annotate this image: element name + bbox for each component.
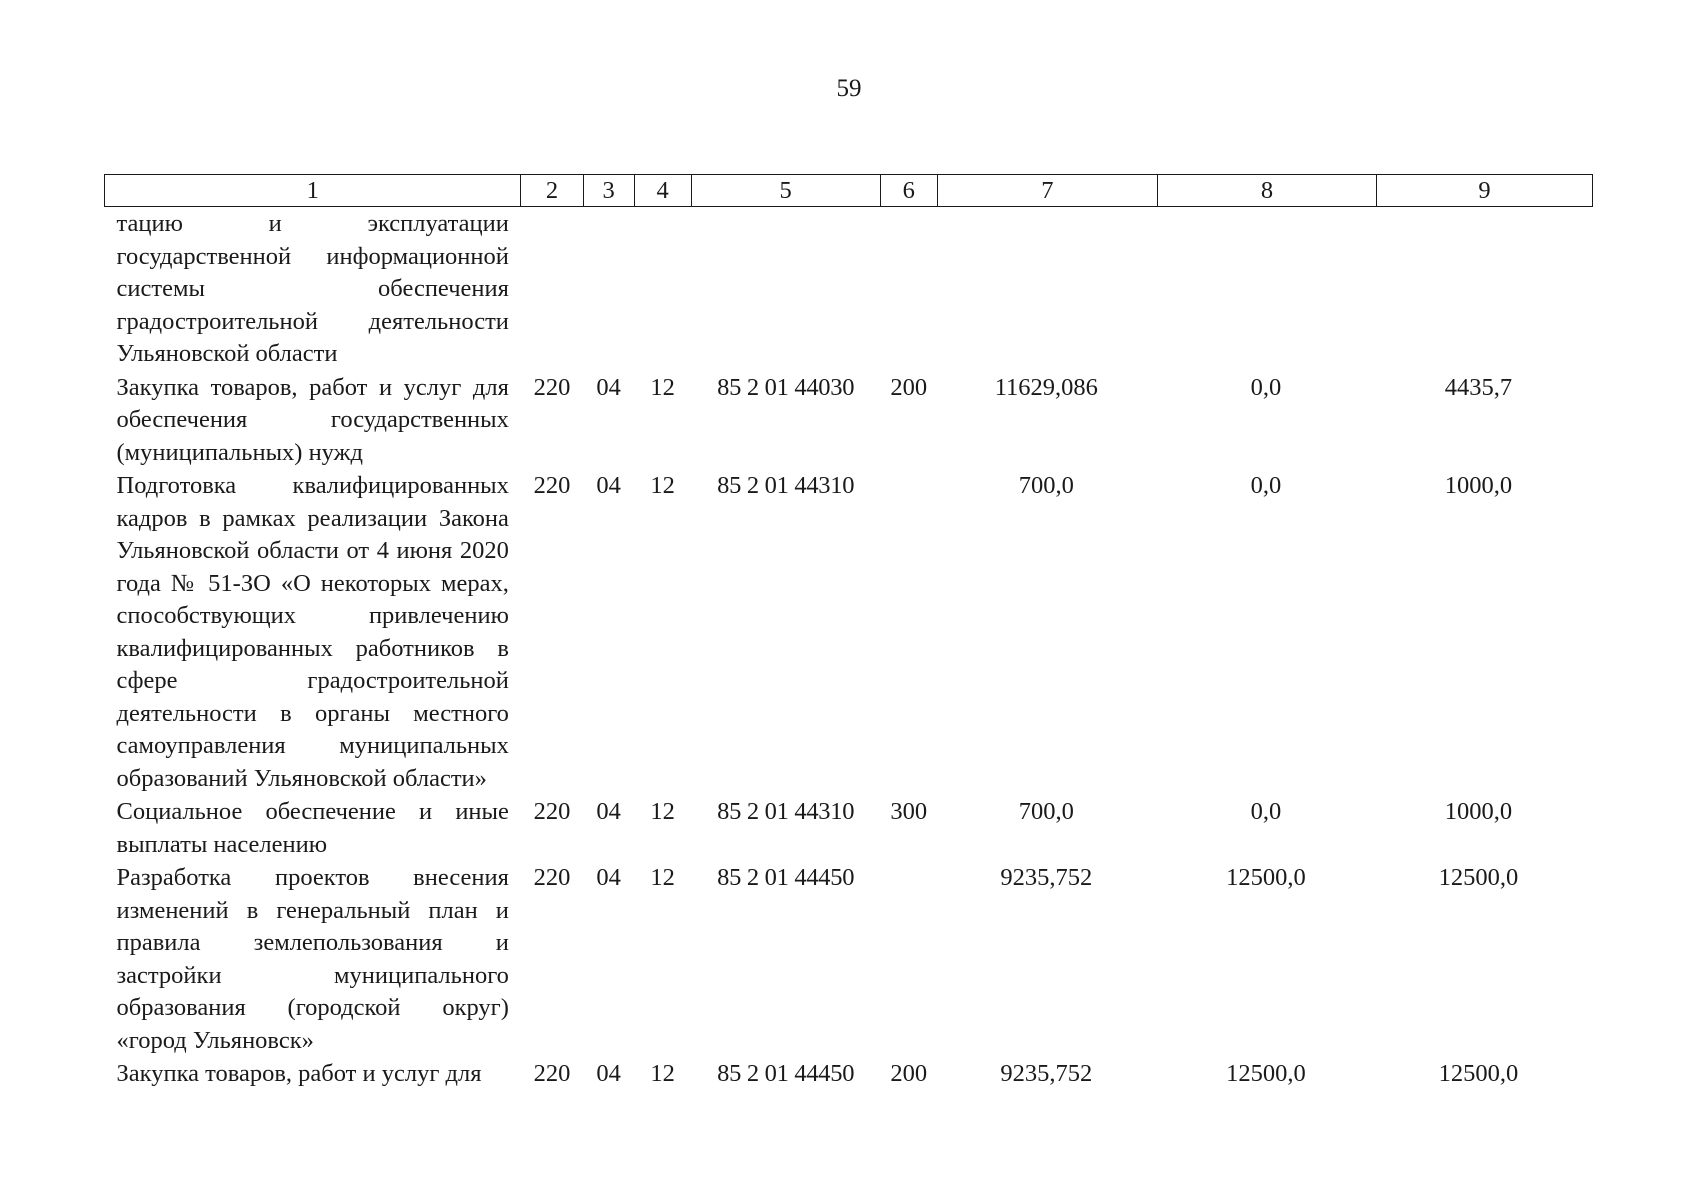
- cell-col2: 220: [533, 864, 571, 891]
- column-header: 2: [521, 175, 583, 207]
- cell-col7: 700,0: [1018, 798, 1074, 825]
- cell-col9: 12500,0: [1438, 864, 1519, 891]
- cell-col2: 220: [533, 373, 571, 401]
- cell-col2: 220: [533, 798, 571, 825]
- row-description: Разработка проектов внесения изменений в генеральный план и правила землепользования и застройки муниципального образования (городской округ) «город Ульяновск»: [116, 864, 509, 1054]
- cell-col5: 85 2 01 44450: [717, 1060, 855, 1087]
- cell-col5: 85 2 01 44030: [717, 373, 855, 401]
- cell-col9: 1000,0: [1444, 798, 1513, 825]
- cell-col8: 0,0: [1250, 472, 1282, 499]
- cell-col7: [937, 207, 1157, 371]
- cell-col7: 9235,752: [1000, 1060, 1093, 1087]
- cell-col4: 12: [650, 864, 675, 891]
- column-header: 5: [691, 175, 880, 207]
- cell-col3: 04: [596, 472, 621, 499]
- cell-col6: [880, 469, 937, 795]
- cell-col5: 85 2 01 44310: [717, 798, 855, 825]
- cell-col5: [691, 207, 880, 371]
- cell-col4: 12: [650, 798, 675, 825]
- table-row: [105, 1057, 1593, 1091]
- table-row: [105, 795, 1593, 861]
- row-description: Социальное обеспечение и иные выплаты населению: [116, 798, 509, 858]
- row-description: тацию и эксплуатации государственной информационной системы обеспечения градостроительной деятельности Ульяновской области: [116, 210, 509, 367]
- cell-col2: 220: [533, 472, 571, 499]
- cell-col3: 04: [596, 1060, 621, 1087]
- column-header: 7: [937, 175, 1157, 207]
- cell-col6: 200: [890, 1060, 928, 1087]
- cell-col6: [880, 861, 937, 1057]
- cell-col3: 04: [596, 864, 621, 891]
- cell-col7: 700,0: [1018, 472, 1074, 499]
- cell-col3: 04: [596, 373, 621, 401]
- cell-col9: 1000,0: [1444, 472, 1513, 499]
- cell-col5: 85 2 01 44310: [717, 472, 855, 499]
- column-header: 8: [1157, 175, 1376, 207]
- cell-col6: 300: [890, 798, 928, 825]
- column-header: 6: [880, 175, 937, 207]
- cell-col4: 12: [650, 472, 675, 499]
- cell-col2: 220: [533, 1060, 571, 1087]
- table-row: [105, 207, 1593, 371]
- cell-col8: 12500,0: [1226, 864, 1306, 891]
- cell-col3: [583, 207, 634, 371]
- cell-col9: 12500,0: [1438, 1060, 1519, 1087]
- cell-col4: 12: [650, 373, 675, 401]
- cell-col6: [880, 207, 937, 371]
- budget-table: [104, 174, 1593, 1091]
- cell-col8: 0,0: [1250, 798, 1282, 825]
- cell-col2: [521, 207, 583, 371]
- row-description: Закупка товаров, работ и услуг для обеспечения государственных (муниципальных) нужд: [116, 373, 509, 466]
- column-header: 9: [1376, 175, 1592, 207]
- cell-col3: 04: [596, 798, 621, 825]
- column-header: 3: [583, 175, 634, 207]
- cell-col9: 4435,7: [1444, 373, 1513, 401]
- column-header: 1: [105, 175, 521, 207]
- cell-col5: 85 2 01 44450: [717, 864, 855, 891]
- cell-col8: 0,0: [1250, 373, 1282, 401]
- table-header-row: [105, 175, 1593, 207]
- cell-col7: 11629,086: [994, 373, 1098, 401]
- table-row: [105, 861, 1593, 1057]
- cell-col4: [634, 207, 691, 371]
- table-row: [105, 371, 1593, 470]
- cell-col7: 9235,752: [1000, 864, 1093, 891]
- column-header: 4: [634, 175, 691, 207]
- cell-col8: 12500,0: [1226, 1060, 1306, 1087]
- cell-col6: 200: [890, 373, 928, 401]
- cell-col8: [1157, 207, 1376, 371]
- table-row: [105, 469, 1593, 795]
- page-number: 59: [836, 75, 862, 102]
- row-description: Подготовка квалифицированных кадров в рамках реализации Закона Ульяновской области от 4 июня 2020 года № 51-ЗО «О некоторых мерах, способствующих привлечению квалифицированных работников в сфере градостроительной деятельности в органы местного самоуправления муниципальных образований Ульяновской области»: [116, 472, 509, 792]
- cell-col9: [1376, 207, 1592, 371]
- row-description: Закупка товаров, работ и услуг для: [116, 1060, 482, 1087]
- cell-col4: 12: [650, 1060, 675, 1087]
